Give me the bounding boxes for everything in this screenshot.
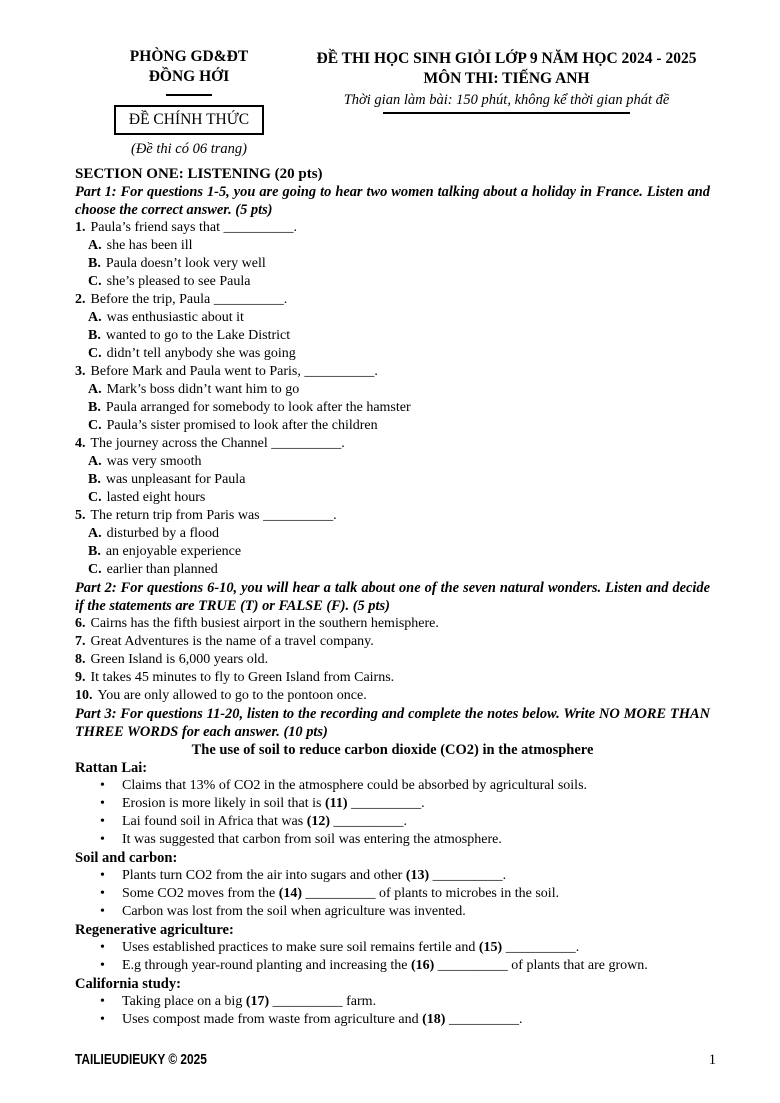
question-1 (75, 219, 710, 237)
question-2-option-a (75, 309, 710, 327)
note-item-blank-17 (75, 993, 710, 1011)
official-exam-badge: ĐỀ CHÍNH THỨC (114, 105, 264, 135)
blank-number: (15) (478, 940, 503, 955)
note-text: __________. (502, 940, 580, 955)
exam-subject: MÔN THI: TIẾNG ANH (423, 70, 590, 87)
question-1-option-c (75, 273, 710, 291)
note-text: __________ of plants to microbes in the soil. (302, 886, 560, 901)
statement-number: 9. (75, 670, 86, 685)
part1-instructions: Part 1: For questions 1-5, you are going to hear two women talking about a holiday in France. Listen and choose the correct answer. (5 pts) (75, 184, 710, 218)
option-text: she has been ill (106, 238, 193, 253)
question-4 (75, 435, 710, 453)
question-stem: Before Mark and Paula went to Paris, __________. (90, 364, 378, 379)
note-text: __________. (445, 1012, 523, 1027)
note-text: It was suggested that carbon from soil was entering the atmosphere. (122, 832, 502, 847)
option-text: was very smooth (106, 454, 202, 469)
option-text: Mark’s boss didn’t want him to go (106, 382, 300, 397)
question-5-option-b (75, 543, 710, 561)
option-letter: B. (88, 256, 101, 271)
note-text: Uses established practices to make sure soil remains fertile and (122, 940, 479, 955)
question-5-option-c (75, 561, 710, 579)
note-text: Lai found soil in Africa that was (122, 814, 307, 829)
note-item-blank-11 (75, 795, 710, 813)
option-letter: C. (88, 418, 102, 433)
option-letter: C. (88, 562, 102, 577)
question-3-option-a (75, 381, 710, 399)
exam-header (0, 0, 780, 159)
option-letter: C. (88, 490, 102, 505)
pages-note: (Đề thi có 06 trang) (131, 141, 247, 157)
question-2 (75, 291, 710, 309)
option-letter: B. (88, 400, 101, 415)
part3-instructions: Part 3: For questions 11-20, listen to the recording and complete the notes below. Write NO MORE THAN THREE WORDS for each answer. (10 pts) (75, 706, 710, 740)
group-heading-california-study: California study: (75, 976, 181, 992)
note-item-blank-16 (75, 957, 710, 975)
note-text: __________. (429, 868, 507, 883)
exam-board-name: PHÒNG GD&ĐT (129, 48, 249, 65)
note-text: Carbon was lost from the soil when agriculture was invented. (122, 904, 466, 919)
note-text: __________. (347, 796, 425, 811)
statement-number: 6. (75, 616, 86, 631)
option-text: earlier than planned (106, 562, 218, 577)
blank-number: (17) (245, 994, 270, 1009)
option-text: was enthusiastic about it (106, 310, 244, 325)
header-left-block (75, 47, 303, 159)
blank-number: (16) (410, 958, 435, 973)
note-text: Claims that 13% of CO2 in the atmosphere could be absorbed by agricultural soils. (122, 778, 588, 793)
question-1-option-a (75, 237, 710, 255)
option-letter: C. (88, 346, 102, 361)
note-text: __________ of plants that are grown. (434, 958, 648, 973)
statement-text: Cairns has the fifth busiest airport in the southern hemisphere. (90, 616, 439, 631)
question-2-option-b (75, 327, 710, 345)
exam-duration: Thời gian làm bài: 150 phút, không kể thời gian phát đề (343, 92, 670, 108)
note-item-suggested (75, 831, 710, 849)
option-text: Paula doesn’t look very well (105, 256, 266, 271)
statement-number: 7. (75, 634, 86, 649)
question-4-option-b (75, 471, 710, 489)
option-text: wanted to go to the Lake District (105, 328, 291, 343)
question-3 (75, 363, 710, 381)
statement-9 (75, 669, 710, 687)
question-3-option-b (75, 399, 710, 417)
document-body (0, 159, 780, 1029)
note-text: Taking place on a big (122, 994, 246, 1009)
option-text: was unpleasant for Paula (105, 472, 246, 487)
question-1-option-b (75, 255, 710, 273)
option-letter: A. (88, 526, 102, 541)
option-text: Paula arranged for somebody to look after the hamster (105, 400, 411, 415)
option-letter: B. (88, 472, 101, 487)
note-item-blank-15 (75, 939, 710, 957)
option-letter: C. (88, 274, 102, 289)
note-text: __________. (330, 814, 408, 829)
option-letter: A. (88, 310, 102, 325)
blank-number: (12) (306, 814, 331, 829)
statement-6 (75, 615, 710, 633)
statement-8 (75, 651, 710, 669)
option-letter: B. (88, 328, 101, 343)
statement-number: 10. (75, 688, 93, 703)
statement-text: Great Adventures is the name of a travel company. (90, 634, 374, 649)
blank-number: (18) (422, 1012, 446, 1027)
option-text: lasted eight hours (106, 490, 206, 505)
statement-number: 8. (75, 652, 86, 667)
notes-title: The use of soil to reduce carbon dioxide (CO2) in the atmosphere (191, 742, 594, 758)
blank-number: (11) (325, 796, 348, 811)
part2-instructions: Part 2: For questions 6-10, you will hear a talk about one of the seven natural wonders. Listen and decide if the statements are TRUE (T) or FALSE (F). (5 pts) (75, 580, 710, 614)
note-text: Erosion is more likely in soil that is (122, 796, 325, 811)
option-letter: B. (88, 544, 101, 559)
question-stem: The return trip from Paris was __________. (90, 508, 337, 523)
note-item-blank-12 (75, 813, 710, 831)
note-text: __________ farm. (269, 994, 377, 1009)
statement-text: You are only allowed to go to the pontoon once. (97, 688, 367, 703)
note-item-blank-14 (75, 885, 710, 903)
question-number: 1. (75, 220, 86, 235)
group-heading-soil-and-carbon: Soil and carbon: (75, 850, 178, 866)
question-stem: Before the trip, Paula __________. (90, 292, 288, 307)
question-2-option-c (75, 345, 710, 363)
option-text: didn’t tell anybody she was going (106, 346, 296, 361)
statement-text: Green Island is 6,000 years old. (90, 652, 269, 667)
copyright-text: TAILIEUDIEUKY © 2025 (75, 1052, 207, 1068)
option-letter: A. (88, 382, 102, 397)
page-footer (75, 1052, 716, 1069)
option-text: an enjoyable experience (105, 544, 242, 559)
exam-board-location: ĐỒNG HỚI (148, 68, 230, 85)
note-text: Plants turn CO2 from the air into sugars and other (122, 868, 406, 883)
note-text: E.g through year-round planting and increasing the (122, 958, 411, 973)
statement-7 (75, 633, 710, 651)
option-text: she’s pleased to see Paula (106, 274, 251, 289)
note-text: Some CO2 moves from the (122, 886, 279, 901)
option-letter: A. (88, 238, 102, 253)
question-5-option-a (75, 525, 710, 543)
option-letter: A. (88, 454, 102, 469)
question-4-option-c (75, 489, 710, 507)
option-text: Paula’s sister promised to look after the children (106, 418, 378, 433)
note-item-blank-18 (75, 1011, 710, 1029)
page-number: 1 (708, 1052, 716, 1068)
statement-text: It takes 45 minutes to fly to Green Island from Cairns. (90, 670, 395, 685)
question-4-option-a (75, 453, 710, 471)
duration-underline (383, 112, 630, 114)
header-right-block (303, 47, 710, 159)
blank-number: (13) (405, 868, 430, 883)
exam-title: ĐỀ THI HỌC SINH GIỎI LỚP 9 NĂM HỌC 2024 - 2025 (316, 50, 697, 67)
question-number: 5. (75, 508, 86, 523)
section-one-title: SECTION ONE: LISTENING (20 pts) (75, 166, 323, 182)
org-divider-line (166, 94, 212, 96)
option-text: disturbed by a flood (106, 526, 219, 541)
note-item-blank-13 (75, 867, 710, 885)
question-number: 4. (75, 436, 86, 451)
note-item-carbon-lost (75, 903, 710, 921)
question-3-option-c (75, 417, 710, 435)
group-heading-rattan-lai: Rattan Lai: (75, 760, 148, 776)
question-stem: The journey across the Channel __________. (90, 436, 345, 451)
blank-number: (14) (278, 886, 303, 901)
note-text: Uses compost made from waste from agriculture and (122, 1012, 423, 1027)
note-item-claims (75, 777, 710, 795)
question-number: 3. (75, 364, 86, 379)
question-number: 2. (75, 292, 86, 307)
group-heading-regenerative-agriculture: Regenerative agriculture: (75, 922, 234, 938)
statement-10 (75, 687, 710, 705)
question-5 (75, 507, 710, 525)
question-stem: Paula’s friend says that __________. (90, 220, 297, 235)
